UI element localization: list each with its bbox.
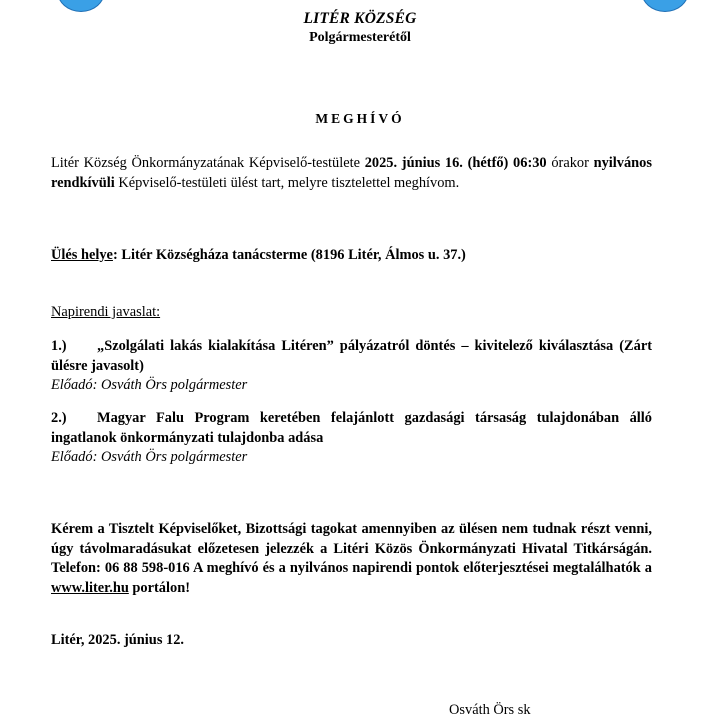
- agenda-item-1: [51, 337, 652, 396]
- intro-text-1: Litér Község Önkormányzatának Képviselő-testülete: [51, 155, 365, 171]
- closing-text: Kérem a Tisztelt Képviselőket, Bizottsági tagokat amennyiben az ülésen nem tudnak részt venni, úgy távolmaradásukat előzetesen jelezzék a Litéri Közös Önkormányzati Hivatal Titkárságán. Telefon: 06 88 598-016 A meghívó és a nyilvános napirendi pontok előterjesztései megtalálhatók a: [51, 521, 652, 576]
- agenda-item-number: 1.): [51, 338, 67, 354]
- website-link[interactable]: www.liter.hu: [51, 579, 129, 596]
- closing-paragraph: [51, 520, 652, 598]
- venue-label: Ülés helye: [51, 247, 113, 263]
- intro-text-2: órakor: [546, 155, 594, 171]
- agenda-item-presenter: Előadó: Osváth Örs polgármester: [51, 377, 248, 393]
- venue-line: [51, 246, 652, 266]
- venue-text: : Litér Községháza tanácsterme (8196 Litér, Álmos u. 37.): [112, 247, 466, 263]
- agenda-item-2: [51, 409, 652, 468]
- invitation-title: MEGHÍVÓ: [315, 111, 405, 126]
- closing-suffix: portálon!: [128, 579, 190, 596]
- meeting-datetime: 2025. június 16. (hétfő) 06:30: [364, 155, 547, 171]
- meeting-type: nyilvános rendkívüli: [51, 155, 652, 191]
- intro-text-3: Képviselő-testületi ülést tart, melyre tisztelettel meghívom.: [114, 174, 460, 191]
- intro-paragraph: [51, 154, 652, 193]
- agenda-item-number: 2.): [51, 410, 67, 426]
- issuer-subtitle: Polgármesterétől: [309, 30, 411, 45]
- agenda-item-title: Magyar Falu Program keretében felajánlott gazdasági társaság tulajdonában álló ingatlanok önkormányzati tulajdonba adása: [51, 410, 652, 446]
- agenda-label: Napirendi javaslat:: [51, 304, 161, 320]
- place-date: Litér, 2025. június 12.: [51, 632, 185, 648]
- signature: Osváth Örs sk: [449, 702, 531, 718]
- municipality-title: LITÉR KÖZSÉG: [303, 10, 417, 27]
- agenda-item-presenter: Előadó: Osváth Örs polgármester: [51, 449, 248, 465]
- agenda-item-title: „Szolgálati lakás kialakítása Litéren” pályázatról döntés – kivitelező kiválasztása (Zárt ülésre javasolt): [51, 338, 652, 374]
